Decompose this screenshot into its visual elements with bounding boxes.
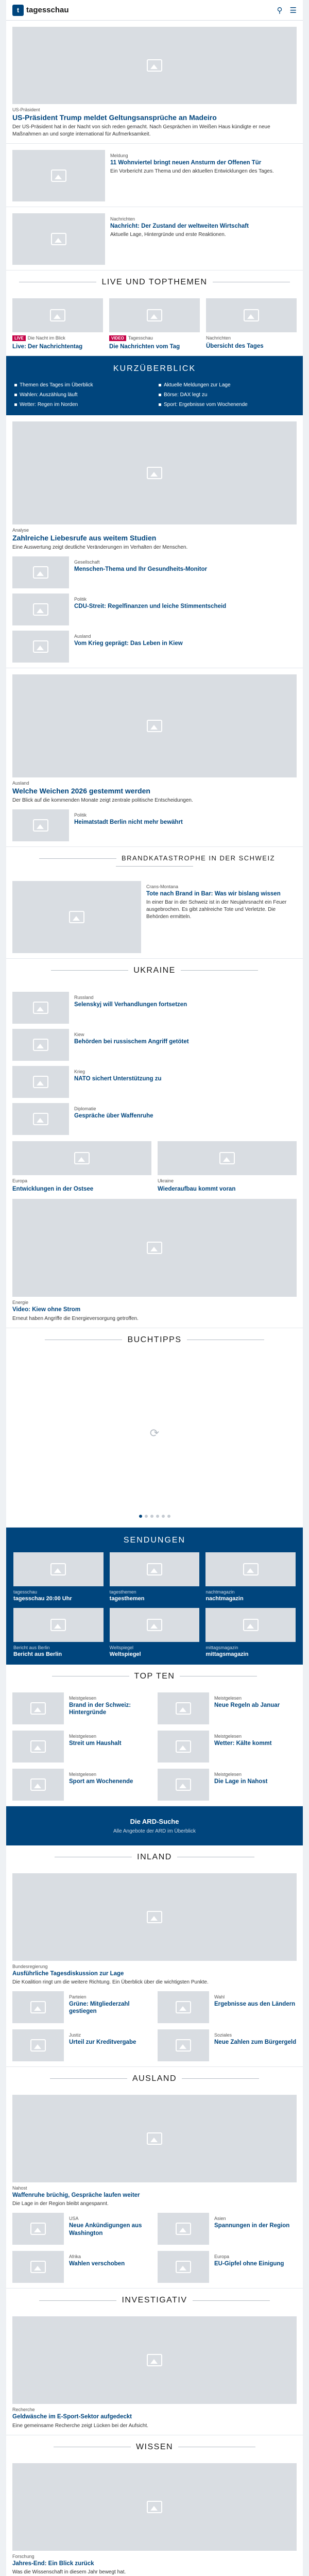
story-two-topline: Meldung — [110, 152, 128, 158]
list-item[interactable] — [12, 809, 297, 841]
list-item-title[interactable]: Grüne: Mitgliederzahl gestiegen — [69, 2001, 130, 2015]
list-item-title[interactable]: Menschen-Thema und Ihr Gesundheits-Monitor — [74, 566, 208, 572]
sendung-topline: tagesschau — [13, 1589, 38, 1595]
grid-card-title[interactable]: Wiederaufbau kommt voran — [158, 1185, 236, 1192]
story-three[interactable] — [6, 207, 303, 270]
site-logo[interactable] — [12, 5, 69, 16]
brand-image[interactable] — [12, 881, 141, 953]
list-item[interactable] — [12, 2251, 151, 2283]
list-item[interactable] — [12, 1103, 297, 1135]
inland-section-title: INLAND — [6, 1845, 303, 1867]
kurzueberblick-item[interactable]: Aktuelle Meldungen zur Lage — [159, 382, 295, 388]
topten-image[interactable] — [12, 1731, 64, 1762]
sendung-image[interactable] — [13, 1608, 104, 1642]
list-item-topline: Europa — [214, 2254, 230, 2260]
list-item[interactable] — [12, 631, 297, 663]
story-two-headline[interactable]: 11 Wohnviertel bringt neuen Ansturm der Offenen Tür — [110, 159, 262, 166]
feature-one-teaser: Eine Auswertung zeigt deutliche Veränderungen im Verhalten der Menschen. — [12, 544, 188, 550]
list-item-image[interactable] — [12, 2251, 64, 2283]
list-item-image[interactable] — [12, 594, 69, 625]
list-item-topline: Justiz — [69, 2032, 81, 2038]
sendung-image[interactable] — [110, 1608, 200, 1642]
live-card-label: Die Nacht im Blick — [27, 335, 65, 341]
grid-card[interactable] — [158, 1141, 297, 1193]
live-card-title[interactable]: Die Nachrichten vom Tag — [109, 343, 180, 350]
topten-title[interactable]: Sport am Wochenende — [69, 1778, 133, 1785]
feature-two-headline[interactable]: Welche Weichen 2026 gestemmt werden — [12, 786, 150, 795]
inland-headline[interactable]: Ausführliche Tagesdiskussion zur Lage — [12, 1970, 124, 1977]
live-card-image[interactable] — [12, 298, 103, 332]
logo-text: tagesschau — [26, 6, 69, 14]
list-item-title[interactable]: NATO sichert Unterstützung zu — [74, 1075, 162, 1082]
topten-topline: Meistgelesen — [69, 1695, 97, 1701]
site-header — [6, 0, 303, 21]
wissen-topline: Forschung — [12, 2553, 35, 2559]
topten-topline: Meistgelesen — [214, 1733, 242, 1739]
feature-two-teaser: Der Blick auf die kommenden Monate zeigt zentrale politische Entscheidungen. — [12, 797, 193, 803]
brand-topline: Crans-Montana — [146, 884, 179, 889]
list-item-title[interactable]: Ergebnisse aus den Ländern — [214, 2001, 296, 2007]
ard-banner-title: Die ARD-Suche — [130, 1817, 179, 1825]
list-item-image[interactable] — [12, 556, 69, 588]
ausland-headline[interactable]: Waffenruhe brüchig, Gespräche laufen weiter — [12, 2192, 140, 2198]
carousel-dots[interactable] — [12, 1511, 297, 1522]
inland-teaser: Die Koalition ringt um die weitere Richtung. Ein Überblick über die wichtigsten Punkte. — [12, 1979, 209, 1985]
topten-title[interactable]: Wetter: Kälte kommt — [214, 1740, 272, 1747]
kurzueberblick-item[interactable]: Sport: Ergebnisse vom Wochenende — [159, 401, 295, 408]
sendung-card[interactable] — [205, 1608, 296, 1657]
live-card[interactable] — [12, 298, 103, 350]
menu-icon[interactable]: ☰ — [289, 6, 297, 15]
ausland-image[interactable] — [12, 2095, 297, 2182]
topten-title[interactable]: Neue Regeln ab Januar — [214, 1702, 280, 1708]
loading-spinner-icon: ⟳ — [149, 1426, 160, 1439]
list-item-topline: Gesellschaft — [74, 559, 100, 565]
carousel-dot[interactable] — [139, 1515, 142, 1518]
live-badge: LIVE — [12, 335, 26, 341]
list-item[interactable] — [12, 2213, 151, 2245]
list-item-title[interactable]: Gespräche über Waffenruhe — [74, 1112, 153, 1119]
list-item-image[interactable] — [12, 1066, 69, 1098]
topten-title[interactable]: Die Lage in Nahost — [214, 1778, 268, 1785]
ukraine-feature-topline: Energie — [12, 1300, 29, 1306]
list-item-title[interactable]: Heimatstadt Berlin nicht mehr bewährt — [74, 819, 183, 825]
live-card-image[interactable] — [206, 298, 297, 332]
list-item-image[interactable] — [158, 2251, 209, 2283]
list-item-image[interactable] — [12, 992, 69, 1024]
kurzueberblick-item[interactable]: Wahlen: Auszählung läuft — [14, 392, 150, 398]
list-item-topline: Politik — [74, 812, 87, 818]
carousel-dot[interactable] — [145, 1515, 148, 1518]
live-card[interactable] — [109, 298, 200, 350]
brand-section-title: BRANDKATASTROPHE IN DER SCHWEIZ — [6, 847, 303, 875]
list-item-topline: Russland — [74, 994, 94, 1000]
list-item[interactable] — [12, 1991, 151, 2023]
grid-card-topline: Ukraine — [158, 1178, 174, 1183]
list-item-image[interactable] — [12, 1991, 64, 2023]
sendungen-title: SENDUNGEN — [6, 1528, 303, 1552]
list-item-image[interactable] — [12, 2029, 64, 2061]
kurzueberblick-item[interactable]: Wetter: Regen im Norden — [14, 401, 150, 408]
topten-section-title: TOP TEN — [6, 1665, 303, 1686]
story-three-topline: Nachrichten — [110, 216, 135, 222]
sendung-image[interactable] — [110, 1552, 200, 1586]
wissen-headline[interactable]: Jahres-End: Ein Blick zurück — [12, 2560, 94, 2567]
sendung-topline: Weltspiegel — [109, 1645, 134, 1650]
ukraine-feature-headline[interactable]: Video: Kiew ohne Strom — [12, 1307, 81, 1313]
list-item-topline: Asien — [214, 2216, 226, 2222]
story-three-image[interactable] — [12, 213, 105, 265]
story-two-teaser: Ein Vorbericht zum Thema und den aktuellen Entwicklungen des Tages. — [110, 168, 274, 175]
buchtipps-carousel[interactable] — [6, 1350, 303, 1528]
sendung-title[interactable]: nachtmagazin — [205, 1595, 244, 1602]
feature-two-image[interactable] — [12, 674, 297, 777]
inland-image[interactable] — [12, 1873, 297, 1961]
list-item[interactable] — [12, 1066, 297, 1098]
story-two-image[interactable] — [12, 150, 105, 201]
topten-item[interactable] — [12, 1769, 151, 1801]
list-item-topline: Parteien — [69, 1994, 87, 1999]
brand-story[interactable] — [6, 875, 303, 959]
ard-banner-subtitle: Alle Angebote der ARD im Überblick — [113, 1828, 196, 1834]
live-cards — [6, 292, 303, 356]
brand-teaser: In einer Bar in der Schweiz ist in der Neujahrsnacht ein Feuer ausgebrochen. Es gibt zahlreiche Tote und Verletzte. Die Behörden ermitteln. — [146, 900, 287, 920]
list-item-topline: Krieg — [74, 1069, 85, 1074]
search-icon[interactable]: ⚲ — [277, 6, 283, 15]
topten-topline: Meistgelesen — [214, 1771, 242, 1777]
inland-section — [6, 1867, 303, 2067]
list-item-image[interactable] — [158, 1991, 209, 2023]
list-item-topline: Wahl — [214, 1994, 225, 1999]
wissen-section-title: WISSEN — [6, 2435, 303, 2457]
list-item[interactable] — [12, 1029, 297, 1061]
list-item[interactable] — [158, 2213, 297, 2245]
list-item-title[interactable]: Wahlen verschoben — [69, 2261, 125, 2267]
live-card-image[interactable] — [109, 298, 200, 332]
list-item-topline: Afrika — [69, 2254, 81, 2260]
list-item-title[interactable]: Urteil zur Kreditvergabe — [69, 2039, 136, 2045]
topten-item[interactable] — [158, 1769, 297, 1801]
lead-image[interactable] — [12, 27, 297, 104]
grid-card-topline: Europa — [12, 1178, 28, 1183]
carousel-dot[interactable] — [150, 1515, 153, 1518]
topten-image[interactable] — [158, 1692, 209, 1724]
sendung-card[interactable] — [13, 1552, 104, 1602]
sendung-title[interactable]: tagesthemen — [109, 1595, 145, 1602]
sendung-card[interactable] — [205, 1552, 296, 1602]
wissen-image[interactable] — [12, 2463, 297, 2551]
video-badge: VIDEO — [109, 335, 126, 341]
topten-topline: Meistgelesen — [69, 1771, 97, 1777]
sendungen-box — [6, 1528, 303, 1665]
carousel-dot[interactable] — [162, 1515, 165, 1518]
topten-item[interactable] — [158, 1692, 297, 1724]
investigativ-image[interactable] — [12, 2316, 297, 2404]
list-item-topline: Soziales — [214, 2032, 232, 2038]
inland-topline: Bundesregierung — [12, 1963, 48, 1969]
sendung-card[interactable] — [13, 1608, 104, 1657]
feature-one-topline: Analyse — [12, 528, 29, 533]
investigativ-section[interactable] — [6, 2310, 303, 2435]
list-item[interactable] — [12, 2029, 151, 2061]
sendung-title[interactable]: Weltspiegel — [109, 1651, 141, 1657]
live-card-title[interactable]: Live: Der Nachrichtentag — [12, 343, 83, 350]
list-item[interactable] — [158, 2029, 297, 2061]
grid-card[interactable] — [12, 1141, 151, 1193]
lead-headline[interactable]: US-Präsident Trump meldet Geltungsansprüche an Madeiro — [12, 113, 217, 122]
list-item-image[interactable] — [12, 1029, 69, 1061]
topten-title[interactable]: Brand in der Schweiz: Hintergründe — [69, 1702, 131, 1716]
topten-item[interactable] — [158, 1731, 297, 1762]
ausland-section — [6, 2089, 303, 2289]
topten-item[interactable] — [12, 1731, 151, 1762]
list-item-image[interactable] — [12, 809, 69, 841]
kurzueberblick-item[interactable]: Börse: DAX legt zu — [159, 392, 295, 398]
list-item-image[interactable] — [158, 2213, 209, 2245]
ukraine-list — [6, 980, 303, 1328]
wissen-section — [6, 2457, 303, 2576]
topten-image[interactable] — [158, 1769, 209, 1801]
ukraine-feature-image[interactable] — [12, 1199, 297, 1297]
live-card-label: Nachrichten — [206, 335, 231, 341]
ausland-topline: Nahost — [12, 2185, 27, 2191]
sendung-topline: Bericht aus Berlin — [13, 1645, 50, 1650]
lead-story[interactable] — [6, 21, 303, 144]
feature-one-image[interactable] — [12, 421, 297, 524]
ard-banner[interactable] — [6, 1806, 303, 1845]
grid-card-image[interactable] — [12, 1141, 151, 1175]
list-item-title[interactable]: EU-Gipfel ohne Einigung — [214, 2261, 284, 2267]
sendung-image[interactable] — [205, 1552, 296, 1586]
topten-topline: Meistgelesen — [69, 1733, 97, 1739]
list-item-title[interactable]: Selenskyj will Verhandlungen fortsetzen — [74, 1001, 187, 1008]
feature-one-headline[interactable]: Zahlreiche Liebesrufe aus weitem Studien — [12, 534, 157, 543]
topten-topline: Meistgelesen — [214, 1695, 242, 1701]
list-item-image[interactable] — [12, 631, 69, 663]
topten-image[interactable] — [12, 1769, 64, 1801]
list-item-topline: Kiew — [74, 1031, 84, 1037]
topten-image[interactable] — [12, 1692, 64, 1724]
sendung-title[interactable]: mittagsmagazin — [205, 1651, 249, 1657]
sendung-image[interactable] — [205, 1608, 296, 1642]
live-card[interactable] — [206, 298, 297, 350]
live-section-title: LIVE UND TOPTHEMEN — [6, 270, 303, 292]
brand-headline[interactable]: Tote nach Brand in Bar: Was wir bislang wissen — [146, 890, 281, 897]
sendung-card[interactable] — [110, 1608, 200, 1657]
sendung-card[interactable] — [110, 1552, 200, 1602]
list-item-title[interactable]: CDU-Streit: Regelfinanzen und leiche Stimmentscheid — [74, 603, 227, 609]
story-three-teaser: Aktuelle Lage, Hintergründe und erste Reaktionen. — [110, 232, 226, 238]
investigativ-section-title: INVESTIGATIV — [6, 2289, 303, 2310]
sendung-topline: tagesthemen — [109, 1589, 136, 1595]
feature-two-topline: Ausland — [12, 780, 29, 786]
lead-topline: US-Präsident — [12, 107, 40, 112]
investigativ-headline[interactable]: Geldwäsche im E-Sport-Sektor aufgedeckt — [12, 2414, 132, 2420]
list-item-image[interactable] — [12, 2213, 64, 2245]
ausland-teaser: Die Lage in der Region bleibt angespannt. — [12, 2201, 109, 2207]
topten-list — [6, 1686, 303, 1806]
list-item[interactable] — [12, 992, 297, 1024]
carousel-dot[interactable] — [156, 1515, 159, 1518]
list-item-title[interactable]: Spannungen in der Region — [214, 2223, 290, 2229]
sendung-topline: mittagsmagazin — [205, 1645, 238, 1650]
logo-icon: t — [12, 5, 24, 16]
live-card-title[interactable]: Übersicht des Tages — [206, 343, 264, 349]
grid-card-image[interactable] — [158, 1141, 297, 1175]
feature-two[interactable] — [6, 668, 303, 847]
topten-title[interactable]: Streit um Haushalt — [69, 1740, 122, 1747]
kurzueberblick-item[interactable]: Themen des Tages im Überblick — [14, 382, 150, 388]
ukraine-section-title: UKRAINE — [6, 959, 303, 980]
carousel-dot[interactable] — [167, 1515, 170, 1518]
ausland-section-title: AUSLAND — [6, 2067, 303, 2089]
kurzueberblick-title: KURZÜBERBLICK — [6, 356, 303, 377]
list-item-topline: Ausland — [74, 633, 91, 639]
kurzueberblick-box — [6, 356, 303, 415]
list-item-title[interactable]: Vom Krieg geprägt: Das Leben in Kiew — [74, 640, 183, 647]
content-column — [6, 0, 303, 2576]
story-two[interactable] — [6, 144, 303, 207]
list-item[interactable] — [158, 1991, 297, 2023]
topten-image[interactable] — [158, 1731, 209, 1762]
investigativ-teaser: Eine gemeinsame Recherche zeigt Lücken bei der Aufsicht. — [12, 2422, 149, 2429]
list-item-topline: USA — [69, 2216, 79, 2222]
sendung-title[interactable]: tagesschau 20:00 Uhr — [13, 1595, 72, 1602]
sendung-image[interactable] — [13, 1552, 104, 1586]
sendung-title[interactable]: Bericht aus Berlin — [13, 1651, 62, 1657]
list-item[interactable] — [12, 594, 297, 625]
list-item-title[interactable]: Neue Ankündigungen aus Washington — [69, 2223, 142, 2236]
list-item-topline: Politik — [74, 596, 87, 602]
sendung-topline: nachtmagazin — [205, 1589, 235, 1595]
list-item-image[interactable] — [12, 1103, 69, 1135]
topten-item[interactable] — [12, 1692, 151, 1724]
grid-card-title[interactable]: Entwicklungen in der Ostsee — [12, 1185, 94, 1192]
live-card-label: Tagesschau — [128, 335, 153, 341]
list-item[interactable] — [158, 2251, 297, 2283]
wissen-teaser: Was die Wissenschaft in diesem Jahr bewegt hat. — [12, 2569, 126, 2575]
list-item-topline: Diplomatie — [74, 1106, 96, 1111]
story-three-headline[interactable]: Nachricht: Der Zustand der weltweiten Wirtschaft — [110, 223, 249, 229]
list-item-title[interactable]: Behörden bei russischem Angriff getötet — [74, 1038, 189, 1045]
investigativ-topline: Recherche — [12, 2407, 35, 2413]
feature-one[interactable] — [6, 415, 303, 668]
list-item-title[interactable]: Neue Zahlen zum Bürgergeld — [214, 2039, 297, 2045]
list-item-image[interactable] — [158, 2029, 209, 2061]
lead-teaser: Der US-Präsident hat in der Nacht von sich reden gemacht. Nach Gesprächen im Weißen Haus kündigte er neue Maßnahmen an und sorgte international für Aufmerksamkeit. — [12, 124, 270, 137]
ukraine-feature-teaser: Erneut haben Angriffe die Energieversorgung getroffen. — [12, 1315, 139, 1321]
buchtipps-section-title: BUCHTIPPS — [6, 1328, 303, 1350]
list-item[interactable] — [12, 556, 297, 588]
